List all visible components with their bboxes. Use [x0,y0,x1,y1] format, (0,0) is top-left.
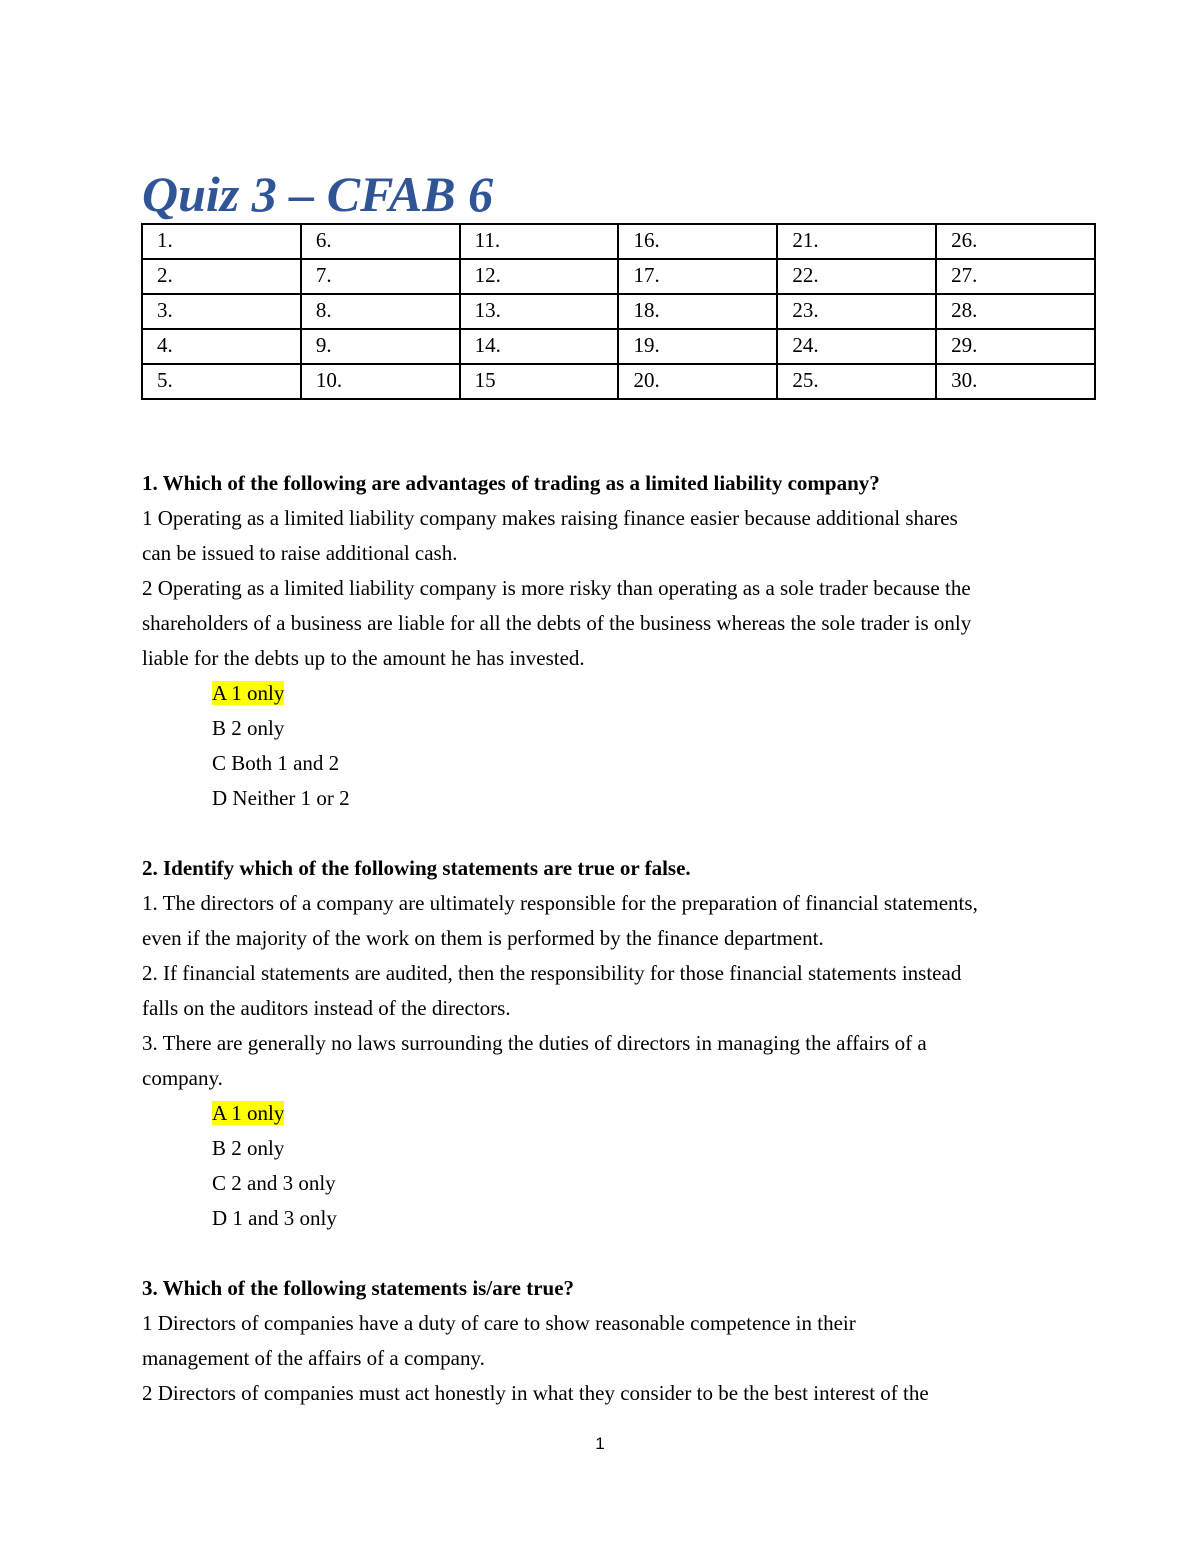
statement-line: 3. There are generally no laws surrounding the duties of directors in managing the affairs of a [142,1031,927,1055]
answer-option-text: C Both 1 and 2 [212,751,340,775]
question-spacer [142,816,1072,851]
answer-grid-cell: 26. [936,224,1095,259]
answer-grid-cell: 21. [777,224,936,259]
statement-line: liable for the debts up to the amount he has invested. [142,646,585,670]
statement-line: 1 Directors of companies have a duty of care to show reasonable competence in their [142,1311,856,1335]
answer-grid-cell: 17. [618,259,777,294]
answer-grid-cell: 22. [777,259,936,294]
answer-grid-cell: 18. [618,294,777,329]
answer-grid-cell: 1. [142,224,301,259]
answer-grid-cell: 6. [301,224,460,259]
statement-line: 2 Operating as a limited liability company is more risky than operating as a sole trader because the [142,576,971,600]
answer-grid-row [142,294,1095,329]
answer-option [142,676,1072,711]
statement-line: falls on the auditors instead of the directors. [142,996,511,1020]
answer-grid-cell: 20. [618,364,777,399]
statement-line: 1. The directors of a company are ultimately responsible for the preparation of financial statements, [142,891,978,915]
page-number: 1 [595,1434,605,1453]
answer-option [142,1166,1072,1201]
answer-option [142,781,1072,816]
answer-grid-cell: 13. [460,294,619,329]
answer-grid-row [142,259,1095,294]
answer-grid-cell: 3. [142,294,301,329]
page-title: Quiz 3 – CFAB 6 [142,166,494,222]
question-block [142,1271,1072,1411]
answer-option-text: B 2 only [212,1136,285,1160]
answer-grid-cell: 11. [460,224,619,259]
question-text: 3. Which of the following statements is/are true? [142,1276,575,1300]
answer-grid-cell: 8. [301,294,460,329]
answer-grid-cell: 23. [777,294,936,329]
answer-grid-cell: 15 [460,364,619,399]
answer-grid-body [142,224,1095,399]
statement-line: management of the affairs of a company. [142,1346,485,1370]
highlighted-answer-option-text: A 1 only [212,1101,285,1125]
answer-option [142,711,1072,746]
statement-line: 1 Operating as a limited liability company makes raising finance easier because additional shares [142,506,958,530]
answer-grid-cell: 25. [777,364,936,399]
question-list [142,466,1072,1411]
answer-option [142,1201,1072,1236]
question-block [142,851,1072,1236]
question-spacer [142,1236,1072,1271]
statement-line: 2. If financial statements are audited, then the responsibility for those financial statements instead [142,961,962,985]
answer-grid-cell: 29. [936,329,1095,364]
answer-grid-row [142,224,1095,259]
question-text: 2. Identify which of the following statements are true or false. [142,856,691,880]
answer-grid-cell: 12. [460,259,619,294]
answer-grid-cell: 19. [618,329,777,364]
answer-grid-cell: 4. [142,329,301,364]
highlighted-answer-option-text: A 1 only [212,681,285,705]
answer-option-text: C 2 and 3 only [212,1171,336,1195]
answer-grid-cell: 27. [936,259,1095,294]
answer-grid-cell: 28. [936,294,1095,329]
answer-grid-cell: 14. [460,329,619,364]
statement-line: company. [142,1066,223,1090]
answer-grid-cell: 10. [301,364,460,399]
statement-line: shareholders of a business are liable for all the debts of the business whereas the sole trader is only [142,611,972,635]
answer-grid [141,223,1096,400]
answer-grid-row [142,329,1095,364]
statement-line: can be issued to raise additional cash. [142,541,458,565]
answer-option-text: B 2 only [212,716,285,740]
answer-option [142,746,1072,781]
answer-grid-row [142,364,1095,399]
statement-line: even if the majority of the work on them is performed by the finance department. [142,926,824,950]
answer-grid-cell: 16. [618,224,777,259]
answer-option-text: D 1 and 3 only [212,1206,337,1230]
answer-option [142,1131,1072,1166]
answer-grid-cell: 5. [142,364,301,399]
answer-grid-cell: 30. [936,364,1095,399]
answer-grid-cell: 24. [777,329,936,364]
answer-option-text: D Neither 1 or 2 [212,786,350,810]
answer-option [142,1096,1072,1131]
answer-grid-cell: 7. [301,259,460,294]
statement-line: 2 Directors of companies must act honestly in what they consider to be the best interest of the [142,1381,929,1405]
answer-grid-cell: 9. [301,329,460,364]
question-block [142,466,1072,816]
question-text: 1. Which of the following are advantages of trading as a limited liability company? [142,471,880,495]
answer-grid-cell: 2. [142,259,301,294]
